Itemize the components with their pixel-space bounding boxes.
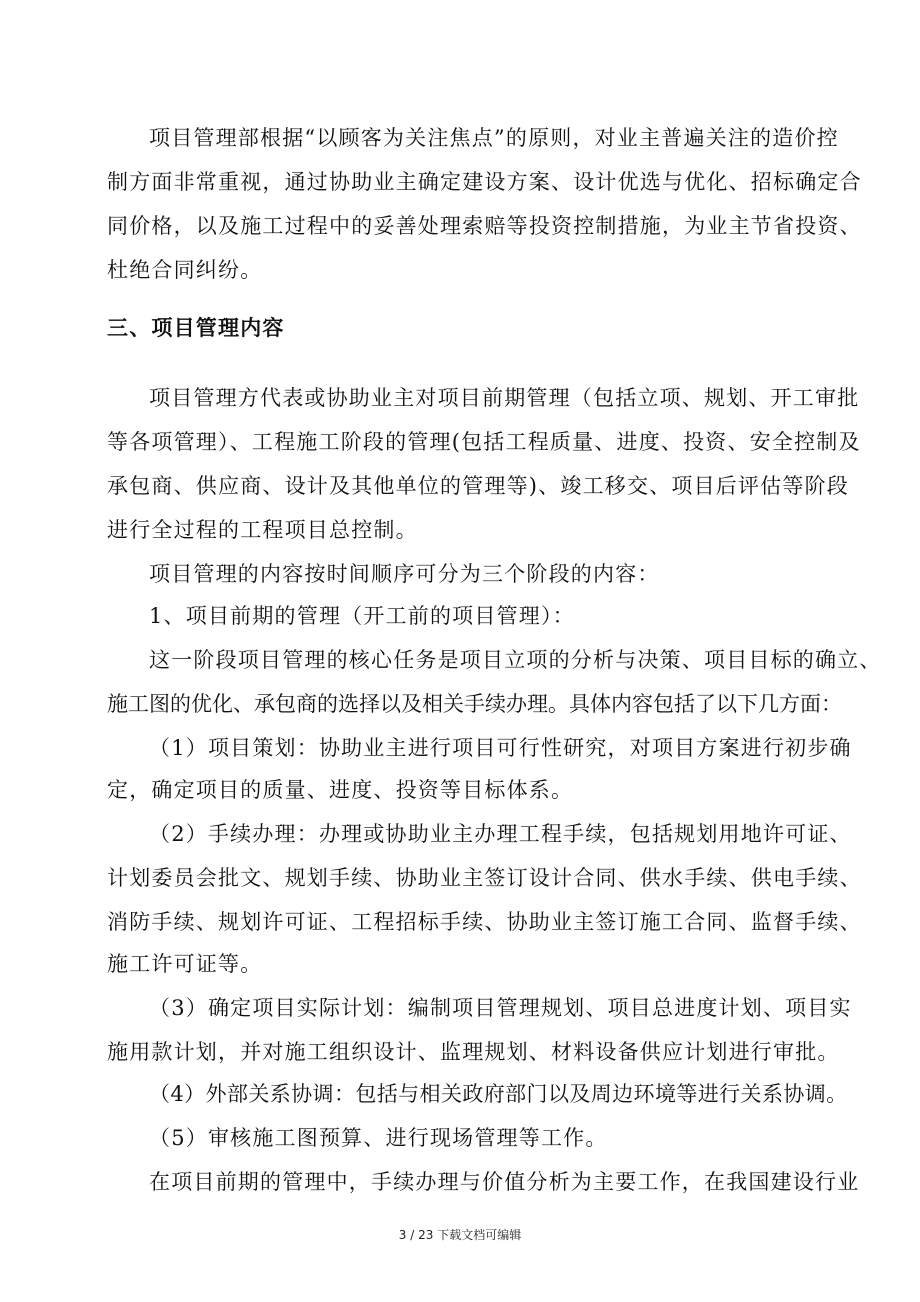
item-1-line: 定，确定项目的质量、进度、投资等目标体系。 [107, 778, 574, 802]
paragraph-2-line: 承包商、供应商、设计及其他单位的管理等)、竣工移交、项目后评估等阶段 [107, 474, 849, 498]
paragraph-3-line: 这一阶段项目管理的核心任务是项目立项的分析与决策、项目目标的确立、 [149, 648, 882, 672]
item-1-line: （1）项目策划：协助业主进行项目可行性研究，对项目方案进行初步确 [149, 736, 852, 760]
item-3-line: （3）确定项目实际计划：编制项目管理规划、项目总进度计划、项目实 [149, 996, 852, 1020]
paragraph-1-line: 制方面非常重视，通过协助业主确定建设方案、设计优选与优化、招标确定合 [107, 170, 862, 194]
item-5-line: （5）审核施工图预算、进行现场管理等工作。 [149, 1126, 608, 1150]
paragraph-2-line: 等各项管理）、工程施工阶段的管理(包括工程质量、进度、投资、安全控制及 [107, 430, 861, 454]
paragraph-1-line: 项目管理部根据“以顾客为关注焦点”的原则，对业主普遍关注的造价控 [149, 126, 839, 150]
paragraph-4-line: 在项目前期的管理中，手续办理与价值分析为主要工作，在我国建设行业 [149, 1170, 860, 1194]
item-3-line: 施用款计划，并对施工组织设计、监理规划、材料设备供应计划进行审批。 [107, 1040, 840, 1064]
item-2-line: 消防手续、规划许可证、工程招标手续、协助业主签订施工合同、监督手续、 [107, 910, 862, 934]
paragraph-2-line: 项目管理方代表或协助业主对项目前期管理（包括立项、规划、开工审批 [149, 386, 860, 410]
subheading-phase-1: 1、项目前期的管理（开工前的项目管理）： [149, 604, 575, 628]
item-2-line: 计划委员会批文、规划手续、协助业主签订设计合同、供水手续、供电手续、 [107, 866, 862, 890]
item-2-line: 施工许可证等。 [107, 952, 263, 976]
paragraph-1-line: 杜绝合同纠纷。 [107, 258, 263, 282]
section-heading: 三、项目管理内容 [107, 316, 285, 340]
intro-line: 项目管理的内容按时间顺序可分为三个阶段的内容： [149, 562, 660, 586]
paragraph-2-line: 进行全过程的工程项目总控制。 [107, 518, 418, 542]
paragraph-1-line: 同价格，以及施工过程中的妥善处理索赔等投资控制措施，为业主节省投资、 [107, 214, 862, 238]
item-2-line: （2）手续办理：办理或协助业主办理工程手续，包括规划用地许可证、 [149, 822, 852, 846]
item-4-line: （4）外部关系协调：包括与相关政府部门以及周边环境等进行关系协调。 [149, 1082, 848, 1106]
paragraph-3-line: 施工图的优化、承包商的选择以及相关手续办理。具体内容包括了以下几方面： [107, 692, 842, 716]
page-footer: 3 / 23 下载文档可编辑 [398, 1228, 522, 1242]
